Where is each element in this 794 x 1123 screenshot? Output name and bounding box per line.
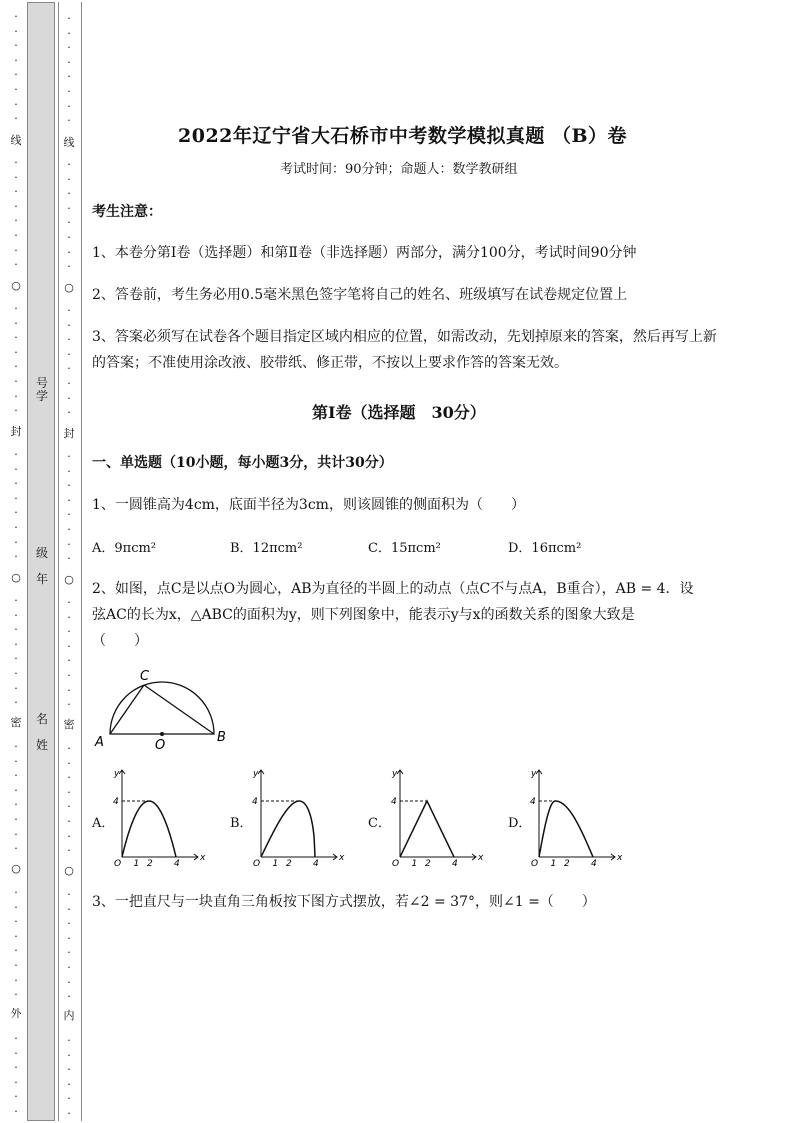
y-axis-label: y (253, 769, 259, 779)
binding-dot: · (14, 842, 18, 856)
binding-dot: · (14, 929, 18, 943)
binding-dot: · (14, 608, 18, 622)
x-tick-2: 2 (564, 859, 570, 869)
exam-title: 2022年辽宁省大石桥市中考数学模拟真题 （B）卷 (178, 125, 628, 147)
binding-mark-left: 线 (10, 134, 22, 147)
x-tick-1: 1 (133, 859, 140, 869)
binding-dot: · (14, 462, 18, 476)
binding-dot: · (67, 537, 71, 551)
graph-option-d (527, 764, 627, 874)
graph-option-c (388, 764, 488, 874)
binding-dot: · (67, 318, 71, 332)
binding-dot: · (67, 1048, 71, 1062)
binding-dot: · (14, 375, 18, 388)
field-label-grade: 级 年 (36, 546, 49, 586)
notice-item-3: 3、答案必须写在试卷各个题目指定区域内相应的位置，如需改动，先划掉原来的答案，然后再写上新 (92, 329, 717, 345)
field-label-name: 名 姓 (36, 712, 49, 752)
binding-dot: · (67, 523, 71, 536)
label-c: C (140, 669, 150, 684)
x-tick-2: 2 (147, 859, 153, 869)
binding-dot: · (67, 800, 71, 814)
binding-dot: · (14, 535, 18, 549)
binding-dot: · (14, 1090, 18, 1104)
binding-dot: · (67, 683, 71, 697)
binding-dot: · (67, 1107, 71, 1120)
binding-dot: · (67, 639, 71, 653)
binding-dot: · (14, 798, 18, 812)
origin-label: O (531, 859, 539, 869)
binding-dot: · (67, 756, 71, 770)
function-curve (400, 801, 454, 857)
binding-dot: · (67, 975, 71, 989)
binding-dot: · (14, 1046, 18, 1060)
binding-dot: · (67, 26, 71, 40)
binding-dot: · (67, 902, 71, 916)
chord-ac (110, 685, 144, 734)
binding-dot: · (67, 625, 71, 639)
question-2-line-1: 2、如图，点C是以点O为圆心，AB为直径的半圆上的动点（点C不与点A，B重合），AB = 4．设 (92, 581, 694, 597)
binding-mark-right: ○ (64, 573, 74, 586)
origin-label: O (392, 859, 400, 869)
binding-mark-left: ○ (11, 571, 21, 584)
binding-dot: · (67, 961, 71, 974)
question-2-line-3: （ ） (92, 633, 148, 649)
x-tick-1: 1 (411, 859, 418, 869)
origin-label: O (253, 859, 261, 869)
binding-dot: · (14, 229, 18, 242)
label-o: O (155, 738, 166, 752)
binding-dot: · (14, 900, 18, 914)
y-axis-label: y (531, 769, 537, 779)
binding-dot: · (67, 347, 71, 361)
question-2-line-2: 弦AC的长为x，△ABC的面积为y，则下列图象中，能表示y与x的函数关系的图象大致是 (92, 607, 635, 623)
binding-mark-right: 封 (63, 427, 75, 440)
binding-dot: · (14, 360, 18, 374)
binding-dot: · (14, 345, 18, 359)
label-a: A (95, 735, 104, 750)
binding-dot: · (67, 55, 71, 69)
binding-dot: · (67, 377, 71, 390)
binding-dot: · (14, 39, 18, 53)
binding-dot: · (67, 815, 71, 828)
binding-dot: · (14, 156, 18, 169)
label-b: B (217, 730, 226, 745)
binding-dot: · (67, 114, 71, 128)
binding-dot: · (14, 24, 18, 38)
binding-dot: · (67, 158, 71, 171)
binding-dot: · (67, 172, 71, 186)
binding-dot: · (14, 769, 18, 783)
binding-dot: · (67, 85, 71, 98)
binding-dot: · (67, 785, 71, 799)
binding-dot: · (67, 333, 71, 347)
binding-dot: · (67, 1092, 71, 1106)
binding-dot: · (14, 83, 18, 96)
binding-dot: · (67, 304, 71, 317)
binding-dot: · (14, 214, 18, 228)
binding-dot: · (14, 68, 18, 82)
binding-dot: · (67, 931, 71, 945)
binding-dot: · (67, 596, 71, 609)
binding-dot: · (67, 493, 71, 507)
binding-dot: · (14, 53, 18, 67)
binding-dot: · (14, 331, 18, 345)
question-3-stem: 3、一把直尺与一块直角三角板按下图方式摆放，若∠2 = 37°，则∠1 =（ ） (92, 894, 596, 910)
y-tick-4: 4 (530, 797, 536, 807)
binding-dot: · (67, 41, 71, 55)
binding-mark-right: 密 (63, 718, 75, 731)
binding-dot: · (14, 185, 18, 199)
binding-mark-left: 密 (10, 716, 22, 729)
binding-dot: · (14, 491, 18, 505)
notice-item-1: 1、本卷分第I卷（选择题）和第Ⅱ卷（非选择题）两部分，满分100分，考试时间90分钟 (92, 245, 637, 261)
binding-mark-right: 内 (63, 1009, 75, 1022)
binding-dot: · (67, 552, 71, 566)
binding-dot: · (67, 245, 71, 259)
binding-dot: · (67, 362, 71, 376)
binding-mark-right: 线 (63, 136, 75, 149)
binding-dot: · (67, 187, 71, 201)
binding-dot: · (14, 973, 18, 987)
x-axis-label: x (617, 853, 623, 863)
x-tick-4: 4 (591, 859, 597, 869)
part-heading: 一、单选题（10小题，每小题3分，共计30分） (92, 455, 393, 471)
binding-dot: · (14, 550, 18, 564)
binding-dot: · (14, 594, 18, 607)
section-title: 第I卷（选择题 30分） (312, 403, 486, 422)
binding-dot: · (67, 888, 71, 901)
binding-dot: · (14, 97, 18, 111)
x-tick-1: 1 (272, 859, 279, 869)
binding-dot: · (67, 1034, 71, 1047)
binding-mark-left: 封 (10, 425, 22, 438)
binding-dot: · (14, 740, 18, 753)
binding-dot: · (67, 260, 71, 274)
binding-dot: · (14, 754, 18, 768)
binding-dot: · (67, 479, 71, 493)
y-axis-label: y (114, 769, 120, 779)
binding-dot: · (67, 70, 71, 84)
binding-dot: · (14, 506, 18, 520)
binding-dot: · (14, 389, 18, 403)
question-1-option-a: A．9πcm² (92, 541, 157, 556)
binding-dot: · (14, 696, 18, 710)
binding-dot: · (67, 771, 71, 785)
binding-dot: · (14, 813, 18, 826)
binding-dot: · (14, 959, 18, 972)
graph-option-b-label: B． (230, 816, 253, 831)
binding-dot: · (14, 112, 18, 126)
graph-option-a (110, 764, 210, 874)
binding-dot: · (14, 681, 18, 695)
x-tick-4: 4 (174, 859, 180, 869)
binding-mark-left: 外 (10, 1007, 22, 1020)
binding-dot: · (67, 829, 71, 843)
binding-dot: · (67, 669, 71, 682)
binding-dot: · (67, 610, 71, 624)
binding-dot: · (67, 508, 71, 522)
question-1-option-d: D．16πcm² (508, 541, 582, 556)
binding-dot: · (14, 652, 18, 666)
binding-dot: · (67, 406, 71, 420)
binding-mark-left: ○ (11, 862, 21, 875)
x-tick-2: 2 (425, 859, 431, 869)
binding-dot: · (67, 450, 71, 463)
binding-mark-right: ○ (64, 281, 74, 294)
binding-dot: · (14, 886, 18, 899)
question-1-stem: 1、一圆锥高为4cm，底面半径为3cm，则该圆锥的侧面积为（ ） (92, 497, 525, 513)
notice-item-3-cont: 的答案；不准使用涂改液、胶带纸、修正带，不按以上要求作答的答案无效。 (92, 355, 568, 371)
binding-dot: · (67, 231, 71, 244)
binding-dots-right (58, 2, 82, 1121)
binding-dot: · (14, 258, 18, 272)
binding-dot: · (14, 404, 18, 418)
binding-dot: · (14, 316, 18, 330)
binding-dot: · (14, 944, 18, 958)
exam-subtitle: 考试时间：90分钟；命题人：数学教研组 (280, 162, 518, 177)
notice-item-2: 2、答卷前，考生务必用0.5毫米黑色签字笔将自己的姓名、班级填写在试卷规定位置上 (92, 287, 628, 303)
x-tick-4: 4 (313, 859, 319, 869)
binding-dot: · (14, 667, 18, 680)
y-tick-4: 4 (391, 797, 397, 807)
binding-dot: · (67, 1077, 71, 1091)
center-point (160, 732, 164, 736)
binding-dot: · (67, 201, 71, 215)
binding-dot: · (14, 477, 18, 491)
binding-dot: · (67, 216, 71, 230)
binding-dot: · (14, 1061, 18, 1075)
notice-heading: 考生注意： (92, 204, 162, 220)
function-curve (539, 801, 593, 857)
graph-option-a-label: A． (92, 816, 115, 831)
binding-dot: · (14, 199, 18, 213)
y-tick-4: 4 (113, 797, 119, 807)
binding-dot: · (14, 637, 18, 651)
semicircle-outline (110, 682, 214, 734)
binding-dot: · (67, 844, 71, 858)
binding-mark-left: ○ (11, 279, 21, 292)
graph-option-b (249, 764, 349, 874)
field-label-id: 号 学 (36, 376, 49, 403)
binding-mark-right: ○ (64, 864, 74, 877)
binding-dot: · (14, 243, 18, 257)
binding-dot: · (67, 654, 71, 668)
x-tick-1: 1 (550, 859, 557, 869)
binding-dot: · (14, 623, 18, 637)
binding-strip (27, 2, 55, 1121)
origin-label: O (114, 859, 122, 869)
binding-dot: · (67, 946, 71, 960)
binding-dot: · (14, 827, 18, 841)
graph-option-c-label: C． (368, 816, 391, 831)
x-axis-label: x (478, 853, 484, 863)
binding-dot: · (14, 448, 18, 461)
binding-dots-left (8, 0, 24, 1123)
semicircle-figure (92, 664, 242, 752)
x-tick-4: 4 (452, 859, 458, 869)
binding-dot: · (67, 99, 71, 113)
binding-dot: · (14, 1075, 18, 1089)
x-axis-label: x (339, 853, 345, 863)
binding-dot: · (14, 10, 18, 23)
binding-dot: · (14, 521, 18, 534)
binding-dot: · (67, 698, 71, 712)
binding-dot: · (14, 783, 18, 797)
binding-dot: · (14, 1105, 18, 1118)
binding-dot: · (14, 302, 18, 315)
x-tick-2: 2 (286, 859, 292, 869)
question-1-option-c: C．15πcm² (368, 541, 441, 556)
function-curve (122, 801, 176, 857)
binding-dot: · (67, 742, 71, 755)
x-axis-label: x (200, 853, 206, 863)
binding-dot: · (67, 990, 71, 1004)
chord-cb (144, 685, 214, 734)
y-axis-label: y (392, 769, 398, 779)
binding-dot: · (14, 170, 18, 184)
question-1-option-b: B．12πcm² (230, 541, 303, 556)
y-tick-4: 4 (252, 797, 258, 807)
binding-dot: · (67, 1063, 71, 1077)
binding-dot: · (67, 391, 71, 405)
binding-dot: · (67, 464, 71, 478)
binding-dot: · (67, 917, 71, 931)
binding-dot: · (14, 988, 18, 1002)
binding-dot: · (14, 915, 18, 929)
graph-option-d-label: D． (508, 816, 532, 831)
binding-dot: · (67, 12, 71, 25)
function-curve (261, 801, 315, 857)
binding-dot: · (14, 1032, 18, 1045)
